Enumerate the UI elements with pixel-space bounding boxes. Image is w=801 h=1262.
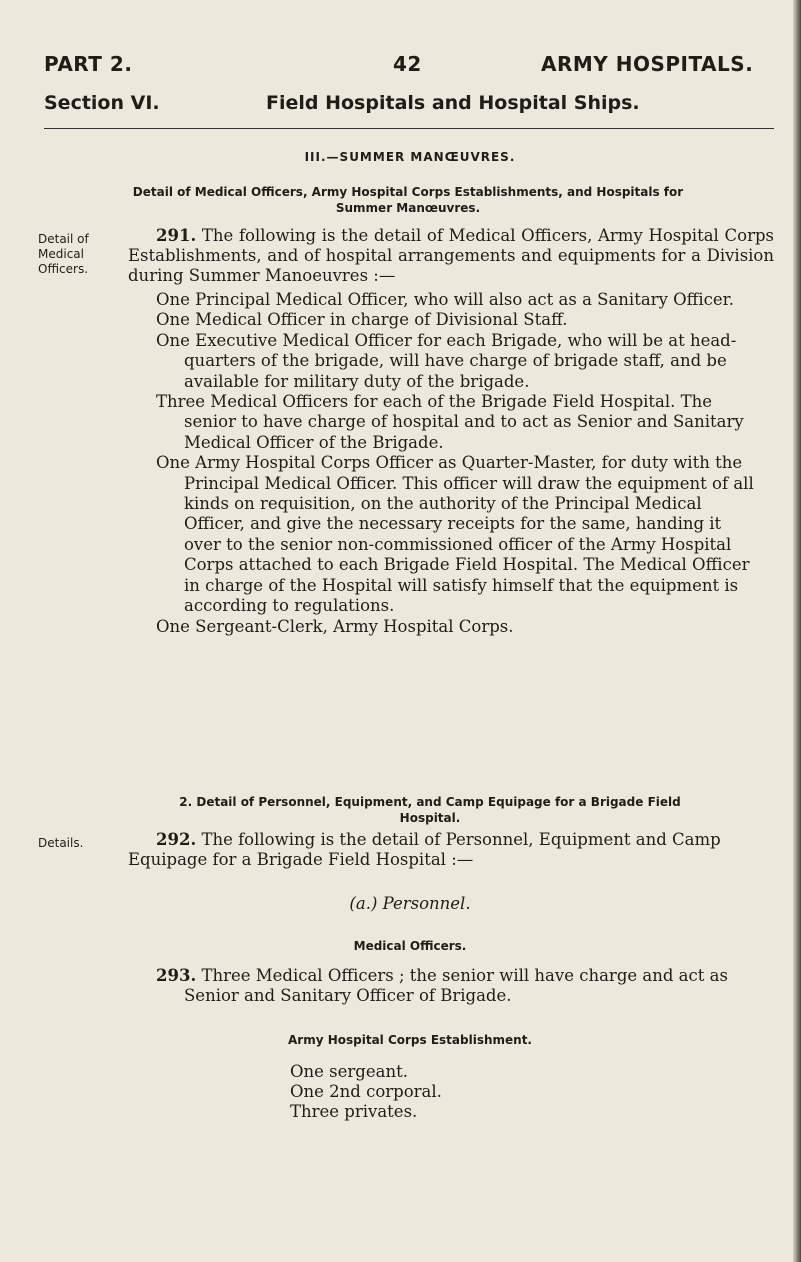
list-item: One sergeant. [290, 1062, 408, 1081]
list-item: One Principal Medical Officer, who will also act as a Sanitary Officer. [156, 290, 734, 309]
paragraph-text: The following is the detail of Personnel, Equipment and Camp Equipage for a Brigade Field Hospital :— [128, 830, 721, 869]
detail-personnel-heading: 2. Detail of Personnel, Equipment, and Camp Equipage for a Brigade Field Hospital. [179, 795, 681, 825]
paragraph-292 [128, 830, 774, 870]
running-title: ARMY HOSPITALS. [541, 52, 754, 76]
side-note-line: Officers. [38, 262, 89, 276]
list-item: One 2nd corporal. [290, 1082, 442, 1101]
side-note-detail-medical-officers [38, 232, 89, 277]
list-item: One Army Hospital Corps Officer as Quarter-Master, for duty with the Principal Medical Officer. This officer will draw the equipment of all kinds on requisition, on the authority of the Principal Medical Officer, and give the necessary receipts for the same, handing it over to the senior non-commissioned officer of the Army Hospital Corps attached to each Brigade Field Hospital. The Medical Officer in charge of the Hospital will satisfy himself that the equipment is according to regulations. [156, 453, 754, 616]
paragraph-291 [128, 226, 774, 286]
ahc-establishment-list [290, 1062, 590, 1122]
part-label: PART 2. [44, 52, 133, 76]
side-note-line: Medical [38, 247, 84, 261]
page-edge-shadow [793, 0, 801, 1262]
page-number: 42 [393, 52, 422, 76]
summer-manoeuvres-heading: III.—SUMMER MANŒUVRES. [304, 150, 516, 164]
summer-subheading: Detail of Medical Officers, Army Hospital Corps Establishments, and Hospitals for Summer Manœuvres. [132, 185, 684, 215]
officer-list [156, 290, 756, 637]
side-note-details: Details. [38, 836, 84, 850]
list-item: One Executive Medical Officer for each Brigade, who will be at head-quarters of the brigade, will have charge of brigade staff, and be available for military duty of the brigade. [156, 330, 737, 391]
section-title: Field Hospitals and Hospital Ships. [266, 92, 640, 114]
paragraph-text: The following is the detail of Medical Officers, Army Hospital Corps Establishments, and of hospital arrangements and equipments for a Division during Summer Manoeuvres :— [128, 226, 774, 285]
list-item: Three Medical Officers for each of the Brigade Field Hospital. The senior to have charge of hospital and to act as Senior and Sanitary Medical Officer of the Brigade. [156, 392, 744, 452]
paragraph-number: 292. [156, 830, 197, 849]
list-item: One Medical Officer in charge of Divisional Staff. [156, 310, 568, 330]
medical-officers-heading: Medical Officers. [353, 939, 467, 953]
paragraph-number: 293. [156, 966, 197, 985]
header-rule [44, 128, 774, 129]
paragraph-text: Three Medical Officers ; the senior will have charge and act as Senior and Sanitary Officer of Brigade. [184, 966, 728, 1005]
side-note-line: Detail of [38, 232, 89, 246]
paragraph-number: 291. [156, 226, 197, 245]
personnel-heading: (a.) Personnel. [349, 894, 471, 913]
ahc-establishment-heading: Army Hospital Corps Establishment. [287, 1033, 532, 1047]
section-label: Section VI. [44, 92, 160, 114]
list-item: Three privates. [290, 1102, 418, 1121]
paragraph-293 [156, 966, 784, 1006]
list-item: One Sergeant-Clerk, Army Hospital Corps. [156, 616, 514, 636]
